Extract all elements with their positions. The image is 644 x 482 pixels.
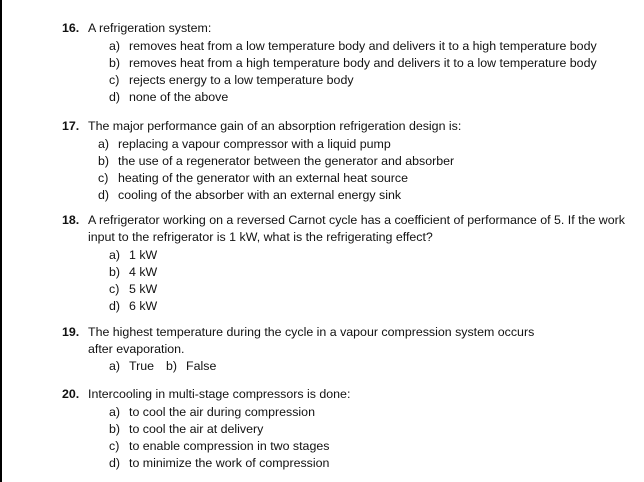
option-a[interactable] bbox=[109, 404, 642, 421]
question-text: The major performance gain of an absorption refrigeration design is: bbox=[88, 119, 462, 133]
option-c[interactable] bbox=[109, 72, 642, 89]
option-text: removes heat from a high temperature body and delivers it to a low temperature body bbox=[129, 56, 597, 70]
question-header bbox=[62, 212, 642, 246]
option-list bbox=[109, 358, 642, 375]
option-letter: d) bbox=[109, 90, 121, 104]
option-d[interactable] bbox=[109, 89, 642, 106]
option-list bbox=[98, 136, 642, 204]
option-text: to cool the air at delivery bbox=[129, 422, 264, 436]
option-list bbox=[109, 247, 642, 315]
option-text: to enable compression in two stages bbox=[129, 439, 330, 453]
option-letter: c) bbox=[109, 73, 120, 87]
question-16 bbox=[62, 20, 642, 106]
question-text: A refrigeration system: bbox=[88, 21, 212, 35]
option-text: the use of a regenerator between the generator and absorber bbox=[118, 154, 455, 168]
option-a[interactable] bbox=[98, 136, 642, 153]
question-number: 16. bbox=[62, 21, 80, 35]
option-text: replacing a vapour compressor with a liquid pump bbox=[118, 137, 391, 151]
option-letter: b) bbox=[109, 422, 121, 436]
option-list bbox=[109, 38, 642, 106]
option-letter: a) bbox=[109, 39, 121, 53]
question-number: 19. bbox=[62, 325, 80, 339]
question-18 bbox=[62, 212, 642, 315]
question-text: A refrigerator working on a reversed Carnot cycle has a coefficient of performance of 5. If the work input to the refrigerator is 1 kW, what is the refrigerating effect? bbox=[88, 213, 625, 244]
option-d[interactable] bbox=[109, 298, 642, 315]
option-a[interactable] bbox=[109, 358, 154, 375]
option-text: removes heat from a low temperature body and delivers it to a high temperature body bbox=[129, 39, 597, 53]
option-d[interactable] bbox=[109, 455, 642, 472]
option-text: 5 kW bbox=[129, 282, 158, 296]
option-text: 4 kW bbox=[129, 265, 158, 279]
option-text: 1 kW bbox=[129, 248, 158, 262]
option-letter: c) bbox=[109, 282, 120, 296]
option-text: cooling of the absorber with an external energy sink bbox=[118, 188, 402, 202]
question-header bbox=[62, 324, 642, 358]
option-letter: c) bbox=[109, 439, 120, 453]
question-header bbox=[62, 20, 642, 37]
option-text: heating of the generator with an external heat source bbox=[118, 171, 408, 185]
option-c[interactable] bbox=[109, 438, 642, 455]
option-letter: d) bbox=[98, 188, 110, 202]
option-text: to minimize the work of compression bbox=[129, 456, 330, 470]
option-c[interactable] bbox=[109, 281, 642, 298]
option-letter: a) bbox=[109, 405, 121, 419]
option-letter: d) bbox=[109, 299, 121, 313]
option-letter: a) bbox=[98, 137, 110, 151]
option-text: to cool the air during compression bbox=[129, 405, 315, 419]
option-text: none of the above bbox=[129, 90, 229, 104]
option-letter: b) bbox=[98, 154, 110, 168]
option-text: False bbox=[186, 359, 217, 373]
question-text: The highest temperature during the cycle in a vapour compression system occurs after evaporation. bbox=[88, 325, 535, 356]
option-letter: b) bbox=[109, 56, 121, 70]
question-19 bbox=[62, 324, 642, 375]
option-b[interactable] bbox=[166, 358, 216, 375]
option-c[interactable] bbox=[98, 170, 642, 187]
question-17 bbox=[62, 118, 642, 204]
question-number: 17. bbox=[62, 119, 80, 133]
option-text: 6 kW bbox=[129, 299, 158, 313]
option-b[interactable] bbox=[98, 153, 642, 170]
option-text: True bbox=[129, 359, 155, 373]
option-letter: c) bbox=[98, 171, 109, 185]
option-b[interactable] bbox=[109, 55, 642, 72]
question-number: 20. bbox=[62, 387, 80, 401]
page-left-border bbox=[0, 0, 2, 482]
option-b[interactable] bbox=[109, 421, 642, 438]
option-text: rejects energy to a low temperature body bbox=[129, 73, 354, 87]
question-header bbox=[62, 118, 642, 135]
option-a[interactable] bbox=[109, 247, 642, 264]
option-a[interactable] bbox=[109, 38, 642, 55]
option-list bbox=[109, 404, 642, 472]
option-b[interactable] bbox=[109, 264, 642, 281]
option-letter: a) bbox=[109, 248, 121, 262]
question-text: Intercooling in multi-stage compressors is done: bbox=[88, 387, 351, 401]
option-d[interactable] bbox=[98, 187, 642, 204]
option-letter: b) bbox=[166, 359, 178, 373]
question-20 bbox=[62, 386, 642, 472]
option-letter: b) bbox=[109, 265, 121, 279]
question-number: 18. bbox=[62, 213, 80, 227]
option-letter: d) bbox=[109, 456, 121, 470]
question-header bbox=[62, 386, 642, 403]
option-letter: a) bbox=[109, 359, 121, 373]
